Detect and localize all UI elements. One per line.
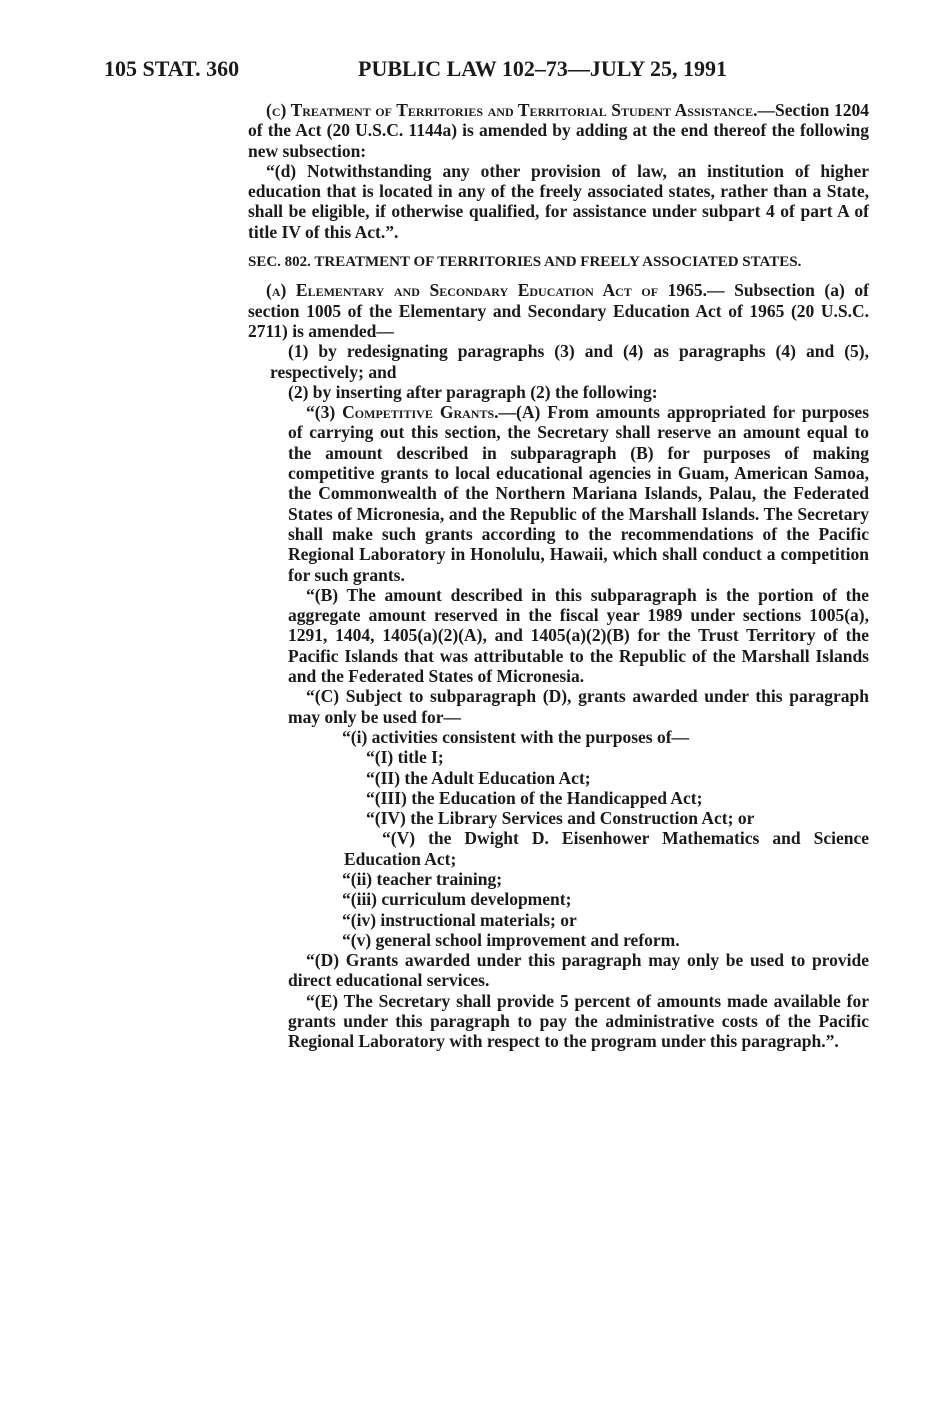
paragraph-3-prefix: “(3) <box>306 402 343 423</box>
subsection-c-heading: (c) Treatment of Territories and Territorial Student Assistance. <box>266 100 758 120</box>
law-title: PUBLIC LAW 102–73—JULY 25, 1991 <box>358 56 727 81</box>
item-1: (1) by redesignating paragraphs (3) and (4) as paragraphs (4) and (5), respectively; and <box>270 341 869 382</box>
subsection-a <box>248 280 869 341</box>
subsection-c-text: —Section 1204 of the Act (20 U.S.C. 1144a) is amended by adding at the end thereof the following new subsection: <box>248 100 869 161</box>
clause-iii: “(iii) curriculum development; <box>342 889 572 910</box>
clause-ii: “(ii) teacher training; <box>342 868 503 889</box>
subclause-III: “(III) the Education of the Handicapped Act; <box>366 787 703 808</box>
paragraph-3-text: —(A) From amounts appropriated for purposes of carrying out this section, the Secretary shall reserve an amount equal to the amount described in subparagraph (B) for purposes of making competitive grants to local educational agencies in Guam, American Samoa, the Commonwealth of the Northern Mariana Islands, Palau, the Federated States of Micronesia, and the Republic of the Marshall Islands. The Secretary shall make such grants according to the recommendations of the Pacific Regional Laboratory in Honolulu, Hawaii, which shall conduct a competition for such grants. <box>288 402 869 585</box>
subsection-c <box>248 100 869 161</box>
subsection-d-text: “(d) Notwithstanding any other provision of law, an institution of higher education that is located in any of the freely associated states, rather than a State, shall be eligible, if otherwise qualified, for assistance under subpart 4 of part A of title IV of this Act.”. <box>248 160 869 242</box>
item-2: (2) by inserting after paragraph (2) the following: <box>288 381 658 402</box>
subsection-a-heading: (a) Elementary and Secondary Education Act of 1965. <box>266 280 707 301</box>
subclause-II: “(II) the Adult Education Act; <box>366 767 591 788</box>
subparagraph-d: “(D) Grants awarded under this paragraph may only be used to provide direct educational services. <box>288 950 869 991</box>
subparagraph-c: “(C) Subject to subparagraph (D), grants awarded under this paragraph may only be used for— <box>288 686 869 727</box>
paragraph-3 <box>248 402 869 585</box>
clause-iv: “(iv) instructional materials; or <box>342 909 577 930</box>
page-header <box>104 56 764 86</box>
subclause-I: “(I) title I; <box>366 747 444 768</box>
stat-citation: 105 STAT. 360 <box>104 56 240 81</box>
subparagraph-e: “(E) The Secretary shall provide 5 percent of amounts made available for grants under this paragraph to pay the administrative costs of the Pacific Regional Laboratory with respect to the program under this paragraph.”. <box>288 990 869 1052</box>
subparagraph-b: “(B) The amount described in this subparagraph is the portion of the aggregate amount reserved in the fiscal year 1989 under sections 1005(a), 1291, 1404, 1405(a)(2)(A), and 1405(a)(2)(B) for the Trust Territory of the Pacific Islands that was attributable to the Republic of the Marshall Islands and the Federated States of Micronesia. <box>288 584 869 687</box>
clause-i: “(i) activities consistent with the purposes of— <box>342 726 690 747</box>
paragraph-3-heading: Competitive Grants. <box>342 402 499 423</box>
clause-v: “(v) general school improvement and reform. <box>342 929 680 950</box>
subclause-V: “(V) the Dwight D. Eisenhower Mathematics and Science Education Act; <box>344 828 869 869</box>
subsection-a-text: — Subsection (a) of section 1005 of the Elementary and Secondary Education Act of 1965 (20 U.S.C. 2711) is amended— <box>248 280 869 341</box>
law-text <box>248 100 869 1052</box>
subclause-IV: “(IV) the Library Services and Construction Act; or <box>366 808 755 829</box>
section-802-heading: SEC. 802. TREATMENT OF TERRITORIES AND FREELY ASSOCIATED STATES. <box>248 254 802 271</box>
